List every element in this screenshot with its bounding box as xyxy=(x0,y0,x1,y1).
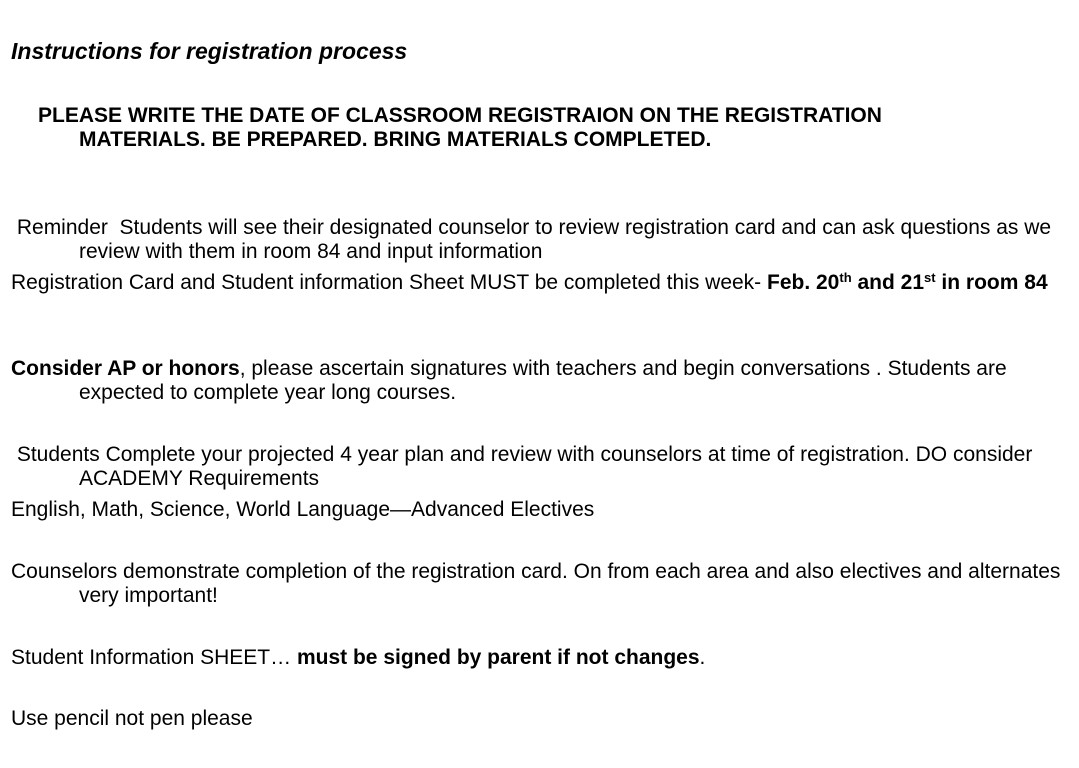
registration-room: in room 84 xyxy=(935,271,1048,294)
registration-card-paragraph xyxy=(11,271,1079,295)
registration-date-part-2: and 21 xyxy=(851,271,925,294)
registration-date-suffix-1: th xyxy=(839,270,852,285)
counselors-paragraph: Counselors demonstrate completion of the registration card. On from each area and also electives and alternates very important! xyxy=(11,560,1061,607)
ap-honors-paragraph xyxy=(11,357,1079,405)
registration-date-part-1: Feb. 20 xyxy=(767,271,840,294)
subjects-paragraph: English, Math, Science, World Language—Advanced Electives xyxy=(11,498,595,521)
notice-paragraph: PLEASE WRITE THE DATE OF CLASSROOM REGISTRAION ON THE REGISTRATION MATERIALS. BE PREPARED. BRING MATERIALS COMPLETED. xyxy=(38,104,882,151)
registration-card-text: Registration Card and Student information Sheet MUST be completed this week- xyxy=(11,271,767,294)
pencil-paragraph: Use pencil not pen please xyxy=(11,707,253,730)
info-sheet-paragraph xyxy=(11,646,1079,670)
registration-date-suffix-2: st xyxy=(924,270,936,285)
info-sheet-text: Student Information SHEET… xyxy=(11,646,297,669)
info-sheet-emphasis: must be signed by parent if not changes xyxy=(296,646,700,669)
info-sheet-end: . xyxy=(699,646,706,669)
four-year-plan-paragraph: Students Complete your projected 4 year plan and review with counselors at time of registration. DO consider ACADEMY Requirements xyxy=(11,443,1038,490)
ap-honors-heading: Consider AP or honors xyxy=(11,357,240,380)
page-title: Instructions for registration process xyxy=(11,38,408,64)
reminder-paragraph: Reminder Students will see their designated counselor to review registration card and can ask questions as we review with them in room 84 and input information xyxy=(11,216,1057,263)
ap-honors-text: , please ascertain signatures with teachers and begin conversations . Students are expected to complete year long courses. xyxy=(79,357,1007,404)
